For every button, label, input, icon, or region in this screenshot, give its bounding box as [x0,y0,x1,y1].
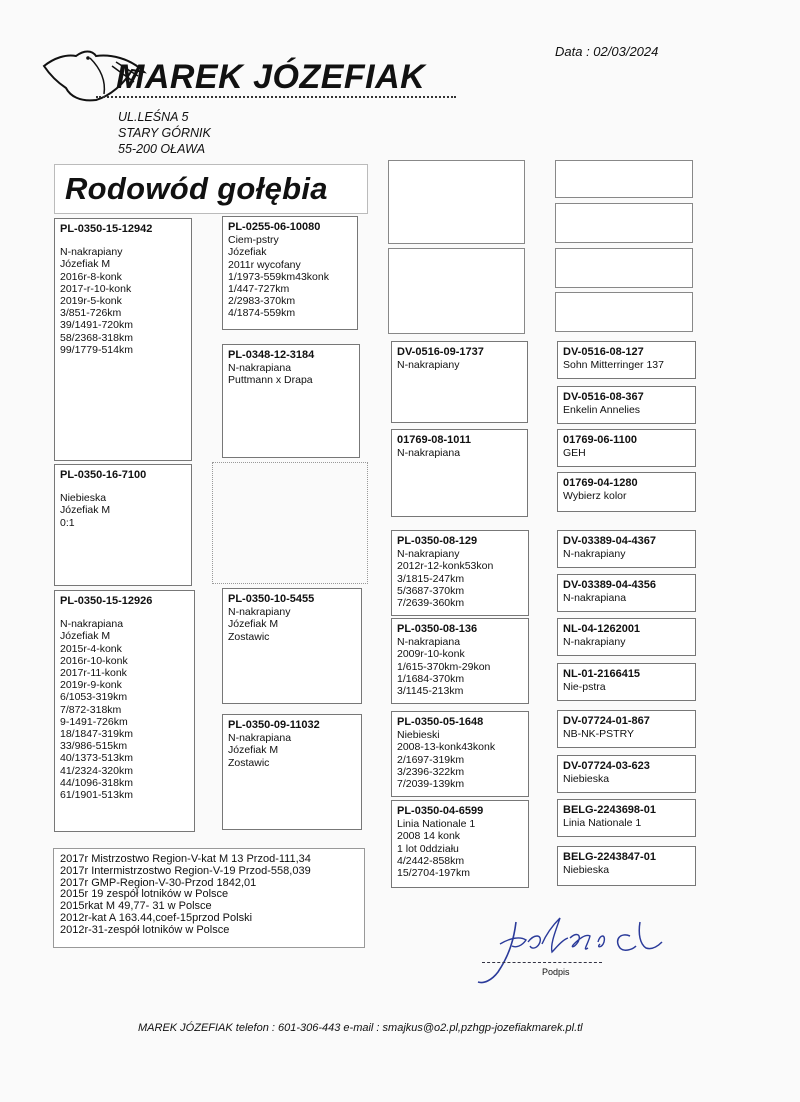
gen4-box [557,755,696,793]
gen4-id: DV-03389-04-4367 [563,535,656,547]
dam-box-id: PL-0350-16-7100 [60,469,147,481]
dam-box-line: Józefiak M [60,504,111,517]
gen3-line: 3/1145-213km [397,685,464,698]
dam-box [54,464,192,586]
gen3-line: N-nakrapiany [397,548,460,561]
dam-main-line: Józefiak M [60,630,111,643]
gen3-id: 01769-08-1011 [397,434,472,446]
gen3-line: 2012r-12-konk53kon [397,560,494,573]
gen4-line: NB-NK-PSTRY [563,728,634,741]
dam-main-line: 61/1901-513km [60,789,133,802]
dam-main-line: 40/1373-513km [60,752,133,765]
gen3-line: 3/2396-322km [397,765,465,778]
gen4-id: DV-07724-03-623 [563,760,650,772]
gen3-line: Linia Nationale 1 [397,818,476,831]
sire-sire-id: PL-0348-12-3184 [228,349,315,361]
gen4-box [557,618,696,656]
signature-line [482,962,602,963]
pigeon-main-line: 2017-r-10-konk [60,282,132,295]
gen4-id: DV-0516-08-127 [563,346,644,358]
handwritten-signature [470,908,680,990]
empty-pedigree-box [388,160,525,244]
gen3-line: Niebieski [397,729,440,742]
sire-sire-line: Puttmann x Drapa [228,374,313,387]
gen3-line: 4/2442-858km [397,854,465,867]
achievement-line: 2012r-31-zespół lotników w Polsce [60,923,230,936]
sire-line: 1/447-727km [228,283,290,296]
gen4-id: NL-01-2166415 [563,668,641,680]
gen4-box [557,710,696,748]
gen3-line: N-nakrapiana [397,447,461,460]
gen3-box [391,618,529,704]
sire-sire-box [222,344,360,458]
sire-line: 2011r wycofany [228,258,301,271]
dam-sire-line: N-nakrapiany [228,606,291,619]
dam-main-line: 44/1096-318km [60,776,133,789]
brand-name: MAREK JÓZEFIAK [116,58,426,96]
pigeon-main-id: PL-0350-15-12942 [60,223,153,235]
gen4-id: DV-07724-01-867 [563,715,650,727]
signature-label: Podpis [542,967,570,977]
dam-main-line: 41/2324-320km [60,764,133,777]
gen4-line: Enkelin Annelies [563,404,641,417]
gen3-line: 2/1697-319km [397,753,465,766]
gen4-line: Wybierz kolor [563,490,627,503]
pigeon-main-line: 99/1779-514km [60,343,133,356]
dam-main-line: 2019r-9-konk [60,679,122,692]
gen4-box [557,429,696,467]
pigeon-main-line: 2019r-5-konk [60,295,122,308]
gen4-line: Sohn Mitterringer 137 [563,359,664,372]
gen3-id: PL-0350-05-1648 [397,716,484,728]
gen4-line: N-nakrapiana [563,592,627,605]
dam-main-line: N-nakrapiana [60,618,124,631]
achievement-line: 2017r Intermistrzostwo Region-V-19 Przod-558,039 [60,864,311,877]
gen4-id: 01769-06-1100 [563,434,638,446]
dam-main-line: 33/986-515km [60,740,128,753]
gen4-box [557,846,696,886]
dam-main-id: PL-0350-15-12926 [60,595,153,607]
sire-line: 2/2983-370km [228,295,296,308]
gen3-id: PL-0350-04-6599 [397,805,484,817]
gen4-line: Nie-pstra [563,681,606,694]
gen3-box [391,711,529,797]
dam-box-line: 0:1 [60,516,75,529]
gen4-line: GEH [563,447,586,460]
sire-line: Józefiak [228,246,267,259]
gen4-box [557,386,696,424]
sire-line: 1/1973-559km43konk [228,270,329,283]
footer-contact: MAREK JÓZEFIAK telefon : 601-306-443 e-mail : smajkus@o2.pl,pzhgp-jozefiakmarek.pl.tl [138,1022,583,1034]
gen3-box [391,429,528,517]
dam-dam-line: Józefiak M [228,744,279,757]
sire-line: 4/1874-559km [228,307,296,320]
gen4-line: N-nakrapiany [563,636,626,649]
gen4-id: DV-0516-08-367 [563,391,644,403]
gen4-id: BELG-2243847-01 [563,851,656,863]
sire-sire-line: N-nakrapiana [228,362,292,375]
empty-pedigree-box [555,160,693,198]
sire-id: PL-0255-06-10080 [228,221,321,233]
pigeon-main-line: 58/2368-318km [60,331,133,344]
empty-dotted-box [212,462,368,584]
gen4-line: N-nakrapiany [563,548,626,561]
dam-main-line: 2016r-10-konk [60,654,128,667]
dam-sire-line: Józefiak M [228,618,279,631]
pigeon-main-line: N-nakrapiany [60,246,123,259]
gen4-box [557,341,696,379]
gen4-box [557,574,696,612]
gen4-line: Niebieska [563,773,610,786]
dam-dam-box [222,714,362,830]
dam-main-line: 7/872-318km [60,703,122,716]
gen3-line: 1/615-370km-29kon [397,660,491,673]
gen4-box [557,530,696,568]
dam-main-line: 18/1847-319km [60,728,133,741]
gen3-line: 7/2039-139km [397,778,465,791]
pigeon-main-line: 3/851-726km [60,307,122,320]
dam-sire-line: Zostawic [228,630,270,643]
gen3-line: 2009r-10-konk [397,648,465,661]
empty-pedigree-box [388,248,525,334]
dam-main-line: 6/1053-319km [60,691,128,704]
achievements-box [53,848,365,948]
gen3-id: DV-0516-09-1737 [397,346,484,358]
gen3-line: 3/1815-247km [397,572,465,585]
address-street: UL.LEŚNA 5 [118,110,189,124]
dam-sire-box [222,588,362,704]
achievement-line: 2015r 19 zespół lotników w Polsce [60,888,229,901]
gen3-line: N-nakrapiany [397,359,460,372]
gen3-line: 2008 14 konk [397,830,461,843]
page-title: Rodowód gołębia [65,171,328,206]
pigeon-main-line: Józefiak M [60,258,111,271]
achievement-line: 2012r-kat A 163.44,coef-15przod Polski [60,911,253,924]
empty-pedigree-box [555,248,693,288]
gen3-line: 7/2639-360km [397,597,465,610]
gen3-line: 15/2704-197km [397,867,470,880]
gen4-id: 01769-04-1280 [563,477,638,489]
title-box [54,164,368,214]
gen3-box [391,341,528,423]
pigeon-main-box [54,218,192,461]
dam-main-box [54,590,195,832]
gen3-line: 1/1684-370km [397,672,465,685]
sire-box [222,216,358,330]
dam-box-line: Niebieska [60,492,107,505]
gen4-id: DV-03389-04-4356 [563,579,656,591]
address-locality: STARY GÓRNIK [118,126,211,140]
gen4-box [557,799,696,837]
gen3-box [391,800,529,888]
dam-main-line: 2017r-11-konk [60,667,127,680]
dam-dam-id: PL-0350-09-11032 [228,719,320,731]
gen3-box [391,530,529,616]
pigeon-main-line: 2016r-8-konk [60,270,122,283]
dam-main-line: 9-1491-726km [60,715,128,728]
dam-sire-id: PL-0350-10-5455 [228,593,315,605]
gen3-line: N-nakrapiana [397,636,461,649]
achievement-line: 2015rkat M 49,77- 31 w Polsce [60,900,212,913]
gen3-line: 1 lot 0ddziału [397,842,459,855]
empty-pedigree-box [555,203,693,243]
achievement-line: 2017r GMP-Region-V-30-Przod 1842,01 [60,876,257,889]
gen4-line: Linia Nationale 1 [563,817,642,830]
gen3-id: PL-0350-08-129 [397,535,478,547]
gen4-id: BELG-2243698-01 [563,804,656,816]
gen4-id: NL-04-1262001 [563,623,641,635]
brand-underline [96,96,456,98]
dam-dam-line: Zostawic [228,756,270,769]
sire-line: Ciem-pstry [228,234,279,247]
gen3-line: 5/3687-370km [397,584,465,597]
achievement-line: 2017r Mistrzostwo Region-V-kat M 13 Przod-111,34 [60,853,311,865]
document-date: Data : 02/03/2024 [555,44,659,59]
gen4-line: Niebieska [563,864,610,877]
address-postal: 55-200 OŁAWA [118,142,206,156]
dam-main-line: 2015r-4-konk [60,642,122,655]
gen4-box [557,472,696,512]
gen3-id: PL-0350-08-136 [397,623,478,635]
gen4-box [557,663,696,701]
dam-dam-line: N-nakrapiana [228,732,292,745]
gen3-line: 2008-13-konk43konk [397,741,496,754]
empty-pedigree-box [555,292,693,332]
pigeon-main-line: 39/1491-720km [60,319,133,332]
